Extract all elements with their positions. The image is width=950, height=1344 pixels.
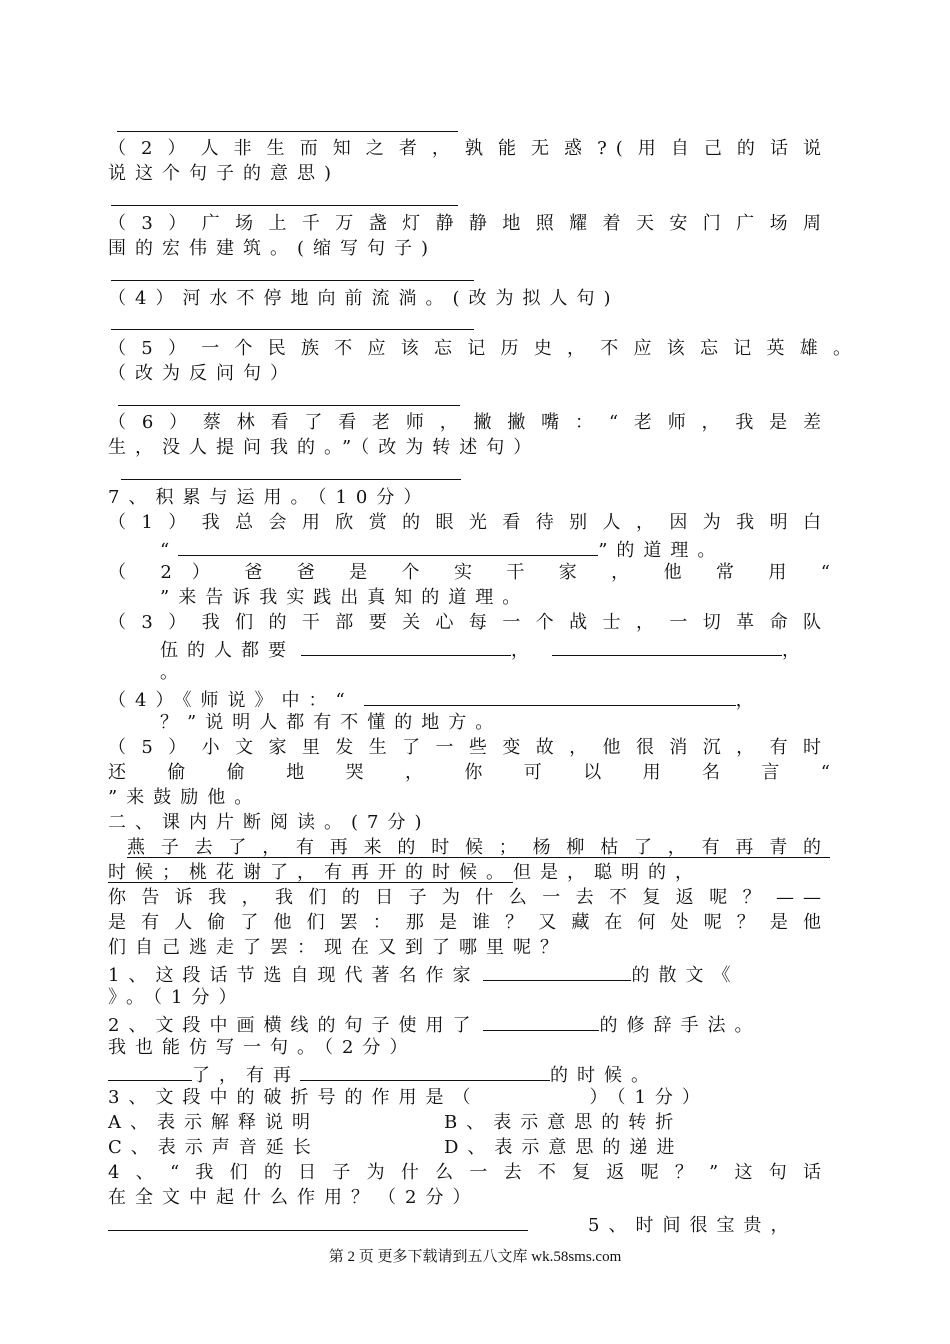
option-d[interactable]: D、表示意思的递进 — [444, 1137, 684, 1158]
answer-line — [111, 280, 474, 281]
part2-q3-options-row2 — [108, 1136, 830, 1160]
q7-item-1-line1: （1）我总会用欣赏的眼光看待别人，因为我明白 — [108, 512, 830, 533]
part2-q4-q5-line: 5、时间很宝贵， — [108, 1211, 830, 1238]
fill-blank[interactable] — [108, 1061, 192, 1081]
answer-line — [118, 405, 460, 406]
part2-q4-line1: 4、“我们的日子为什么一去不复返呢？”这句话 — [108, 1162, 830, 1183]
fill-blank[interactable] — [178, 536, 598, 556]
q7-item-2-line1: （ 2 ） 爸 爸 是 个 实 干 家 ， 他 常 用 “ — [108, 562, 830, 583]
option-c[interactable]: C、表示声音延长 — [108, 1137, 320, 1158]
fill-blank[interactable] — [300, 1061, 550, 1081]
answer-line — [117, 131, 458, 132]
q7-item-3-line3: 。 — [160, 662, 187, 683]
answer-line — [121, 479, 461, 480]
q6-item-5-line1: （5）一个民族不应该忘记历史，不应该忘记英雄。 — [108, 338, 860, 359]
passage-line3: 你告诉我，我们的日子为什么一去不复返呢？—— — [108, 887, 830, 908]
part2-title: 二、课内片断阅读。(7分) — [108, 812, 431, 833]
q7-item-4-line2: ？”说明人都有不懂的地方。 — [160, 712, 503, 733]
passage-line1: 燕子去了，有再来的时候；杨柳枯了，有再青的 — [127, 837, 830, 858]
page-footer: 第 2 页 更多下载请到五八文库 wk.58sms.com — [328, 1249, 622, 1265]
q6-item-4: （4）河水不停地向前流淌。(改为拟人句) — [108, 288, 620, 309]
q6-item-6-line1: （6）蔡林看了看老师，撇撇嘴：“老师，我是差 — [108, 412, 830, 433]
q7-item-5-line1: （5）小文家里发生了一些变故，他很消沉，有时 — [108, 737, 830, 758]
fill-blank[interactable] — [301, 636, 511, 656]
q7-item-1-line2: “ ”的道理。 — [160, 536, 724, 563]
passage-line4: 是有人偷了他们罢：那是谁？又藏在何处呢？是他 — [108, 912, 830, 933]
q6-item-6-line2: 生，没人提问我的。”（改为转述句） — [108, 437, 541, 458]
q7-item-5-line3: ”来鼓励他。 — [108, 787, 262, 808]
q6-item-2-line1: （2）人非生而知之者，孰能无惑?(用自己的话说 — [108, 138, 830, 159]
part2-q2-line2: 我也能仿写一句。（2分） — [108, 1037, 417, 1058]
fill-blank[interactable] — [552, 636, 782, 656]
q7-item-4-line1: （4）《师说》中：“ ， — [108, 686, 830, 713]
fill-blank[interactable] — [108, 1211, 528, 1231]
part2-q3-line1: 3、文段中的破折号的作用是（ ）（1分） — [108, 1087, 709, 1108]
q7-item-2-line2: ”来告诉我实践出真知的道理。 — [160, 587, 530, 608]
part2-q4-line2: 在全文中起什么作用？（2分） — [108, 1187, 480, 1208]
q7-item-3-line2: 伍的人都要 ， ， — [160, 636, 809, 663]
passage-line2: 时候；桃花谢了，有再开的时候。但是，聪明的， — [108, 862, 702, 883]
q7-item-3-line1: （3）我们的干部要关心每一个战士，一切革命队 — [108, 612, 830, 633]
option-b[interactable]: B、表示意思的转折 — [444, 1112, 683, 1133]
q6-item-5-line2: （改为反问句） — [108, 363, 297, 384]
option-a[interactable]: A、表示解释说明 — [108, 1112, 319, 1133]
q6-item-2-line2: 说这个句子的意思) — [108, 163, 341, 184]
part2-q1-line2: 》。（1分） — [108, 987, 246, 1008]
part2-q2-line1: 2、文段中画横线的句子使用了 的修辞手法。 — [108, 1011, 860, 1038]
answer-line — [111, 205, 458, 206]
q6-item-3-line2: 围的宏伟建筑。(缩写句子) — [108, 238, 438, 259]
part2-q3-options-row1 — [108, 1111, 830, 1135]
fill-blank[interactable] — [364, 686, 736, 706]
part2-q1-line1: 1、这段话节选自现代著名作家 的散文《 — [108, 961, 830, 988]
part2-q2-line3: 了，有再 的时候。 — [108, 1061, 830, 1088]
answer-line — [111, 329, 474, 330]
q7-title: 7、积累与运用。（10分） — [108, 487, 431, 508]
fill-blank[interactable] — [483, 1011, 599, 1031]
q7-item-5-line2: 还 偷 偷 地 哭 ， 你 可 以 用 名 言 “ — [108, 762, 830, 783]
fill-blank[interactable] — [483, 961, 631, 981]
passage-line5: 们自己逃走了罢：现在又到了哪里呢？ — [108, 937, 567, 958]
q6-item-3-line1: （3）广场上千万盏灯静静地照耀着天安门广场周 — [108, 213, 830, 234]
